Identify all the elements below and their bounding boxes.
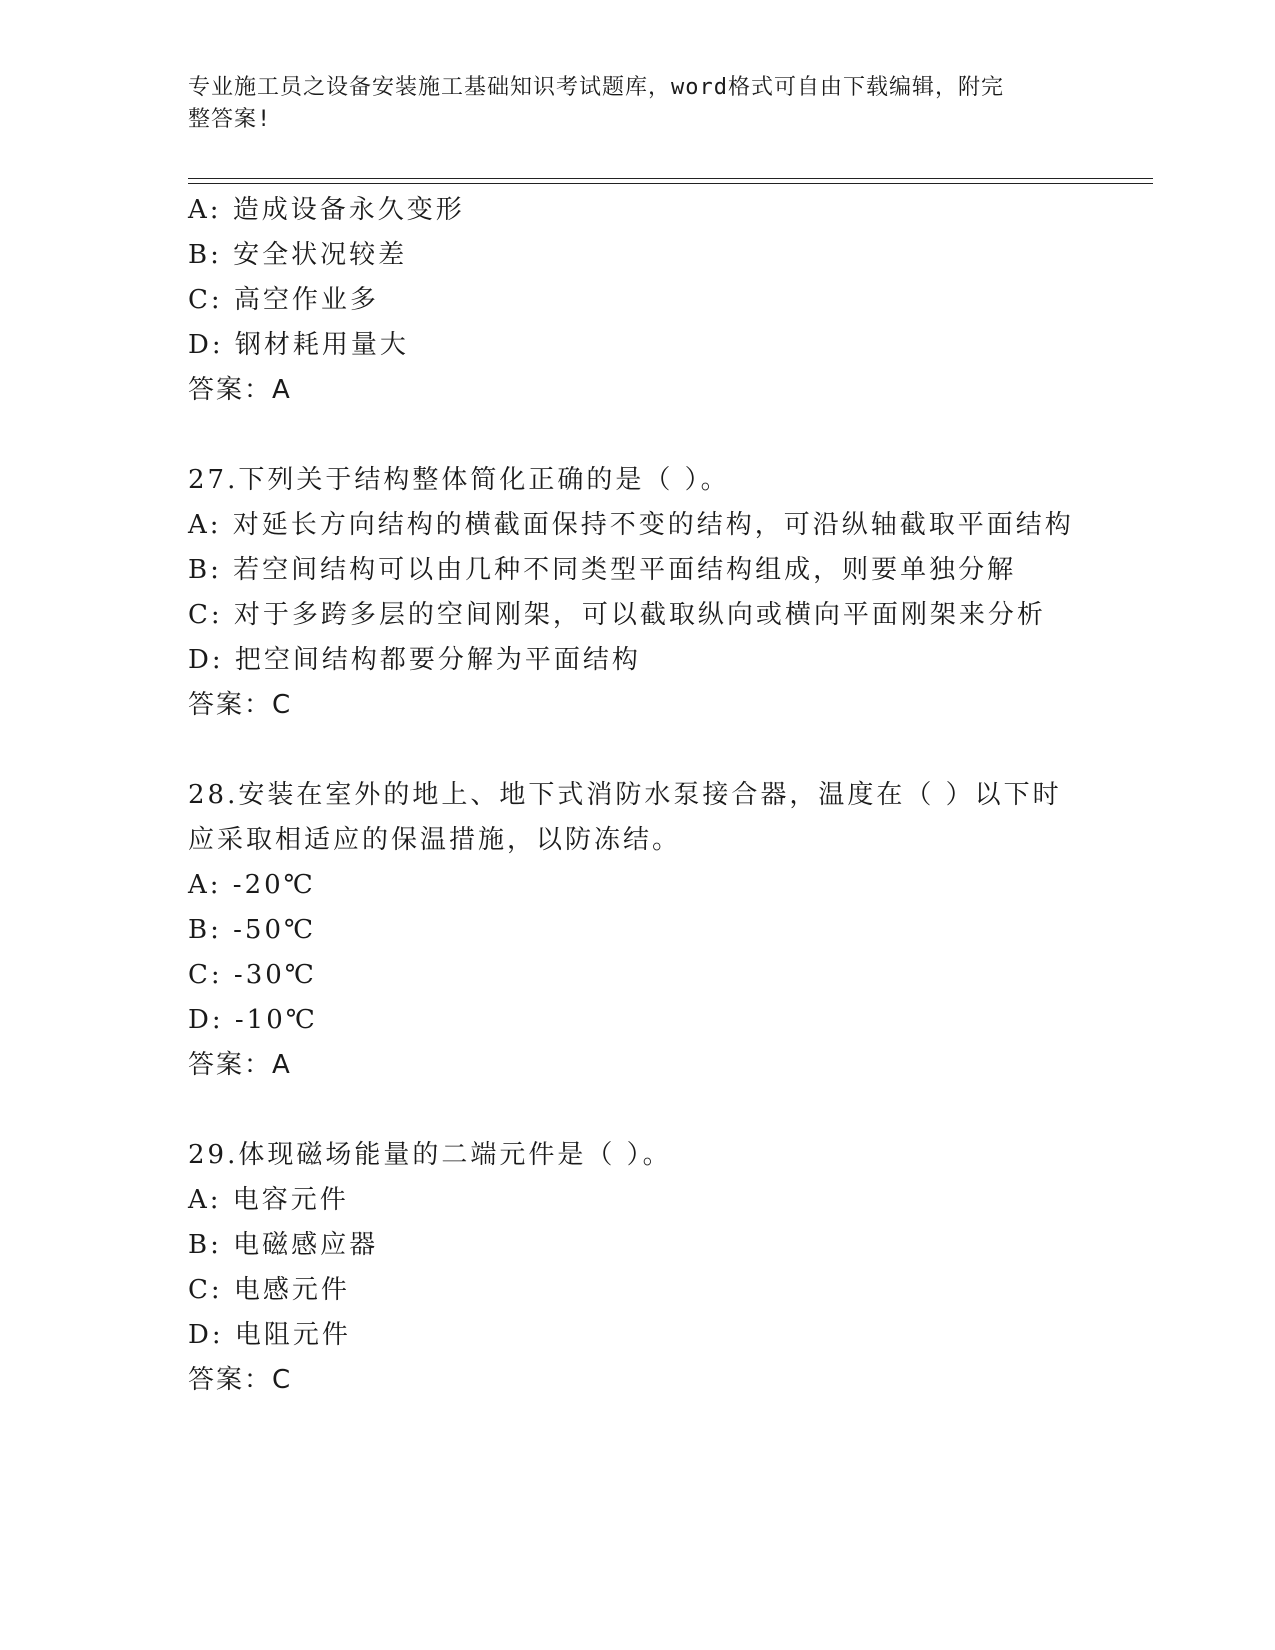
q28-option-c: C: -30℃ xyxy=(188,960,317,990)
header-divider-top xyxy=(188,178,1153,179)
q27-stem: 27.下列关于结构整体简化正确的是（ ）。 xyxy=(188,465,730,495)
q28-option-b: B: -50℃ xyxy=(188,915,317,945)
q28-stem-line-1: 28.安装在室外的地上、地下式消防水泵接合器，温度在（ ）以下时 xyxy=(188,780,1062,810)
header-line-2: 整答案! xyxy=(188,107,272,132)
q28-option-d: D: -10℃ xyxy=(188,1005,318,1035)
q29-option-c: C: 电感元件 xyxy=(188,1275,350,1305)
q27-option-d: D: 把空间结构都要分解为平面结构 xyxy=(188,645,641,675)
q28-stem-line-2: 应采取相适应的保温措施，以防冻结。 xyxy=(188,825,682,855)
q26-answer: 答案：A xyxy=(188,375,292,405)
q26-option-d: D: 钢材耗用量大 xyxy=(188,330,409,360)
q29-stem: 29.体现磁场能量的二端元件是（ ）。 xyxy=(188,1140,672,1170)
q26-option-a: A: 造成设备永久变形 xyxy=(188,195,465,225)
header-line-1: 专业施工员之设备安装施工基础知识考试题库，word格式可自由下载编辑，附完 xyxy=(188,75,1004,100)
q28-answer: 答案：A xyxy=(188,1050,292,1080)
q27-option-c: C: 对于多跨多层的空间刚架，可以截取纵向或横向平面刚架来分析 xyxy=(188,600,1046,630)
q27-answer: 答案：C xyxy=(188,690,293,720)
q29-option-d: D: 电阻元件 xyxy=(188,1320,351,1350)
document-header xyxy=(188,72,1068,136)
q28-option-a: A: -20℃ xyxy=(188,870,316,900)
q26-option-b: B: 安全状况较差 xyxy=(188,240,408,270)
q26-option-c: C: 高空作业多 xyxy=(188,285,379,315)
header-divider-bottom xyxy=(188,183,1153,184)
q29-option-a: A: 电容元件 xyxy=(188,1185,349,1215)
q29-answer: 答案：C xyxy=(188,1365,293,1395)
q27-option-a: A: 对延长方向结构的横截面保持不变的结构，可沿纵轴截取平面结构 xyxy=(188,510,1074,540)
q27-option-b: B: 若空间结构可以由几种不同类型平面结构组成，则要单独分解 xyxy=(188,555,1017,585)
q29-option-b: B: 电磁感应器 xyxy=(188,1230,379,1260)
